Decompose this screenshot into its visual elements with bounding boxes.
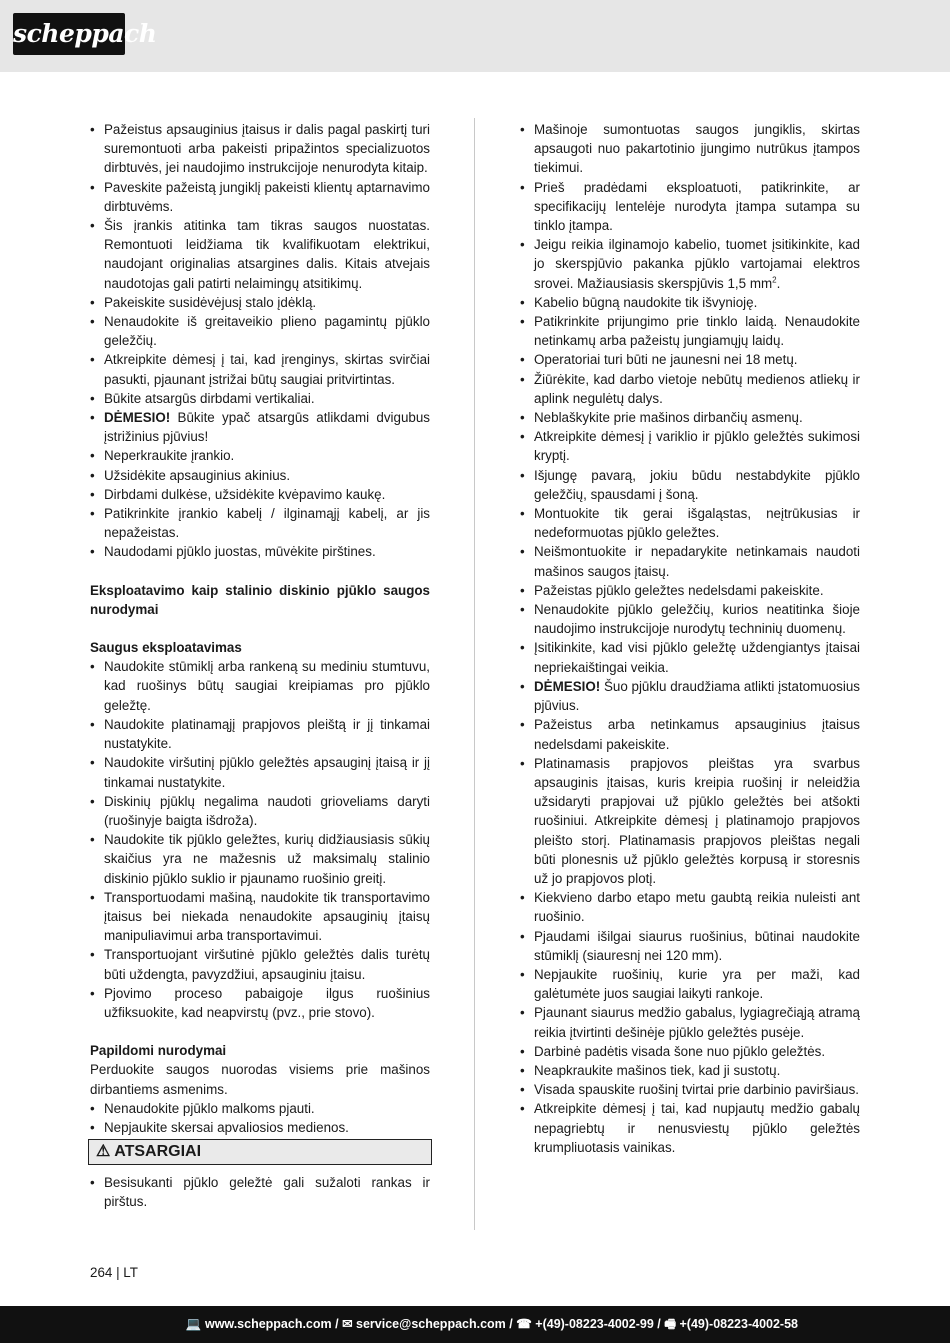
- fax-number: +(49)-08223-4002-58: [679, 1317, 798, 1331]
- list-item: • Diskinių pjūklų negalima naudoti grioveliams daryti (ruošinyje baigta išdroža).: [90, 792, 430, 830]
- list-item: • Prieš pradėdami eksploatuoti, patikrinkite, ar specifikacijų lentelėje nurodyta įtampa sutampa su tinklo įtampa.: [520, 178, 860, 236]
- list-item: • Šis įrankis atitinka tam tikras saugos nuostatas. Remontuoti leidžiama tik kvalifikuotam elektrikui, naudojant originalias atsargines dalis. Kitais atvejais naudotojas gali patirti nelaimingų atsitikimų.: [90, 216, 430, 293]
- list-item: • Transportuodami mašiną, naudokite tik transportavimo įtaisus bei niekada nenaudokite apsauginių įtaisų manipuliavimui arba transportavimui.: [90, 888, 430, 946]
- list-item: • Naudokite tik pjūklo geležtes, kurių didžiausiasis sūkių skaičius yra ne mažesnis už maksimalų stalinio diskinio pjūklo suklio ir pjaunamo ruošinio greitį.: [90, 830, 430, 888]
- phone-icon: ☎: [516, 1317, 532, 1331]
- separator: /: [331, 1317, 343, 1331]
- mail-icon: ✉: [342, 1317, 353, 1331]
- computer-icon: 💻: [185, 1317, 202, 1331]
- list-item: • Atkreipkite dėmesį į variklio ir pjūklo geležtės sukimosi kryptį.: [520, 427, 860, 465]
- list-item: • Operatoriai turi būti ne jaunesni nei 18 metų.: [520, 350, 860, 369]
- page-number-footer: [90, 1265, 138, 1280]
- page-separator: |: [116, 1265, 120, 1280]
- safe-operation-list: [90, 657, 430, 1022]
- list-item: • Montuokite tik gerai išgaląstas, neįtrūkusias ir nedeformuotas pjūklo geležtes.: [520, 504, 860, 542]
- list-item: • Transportuojant viršutinė pjūklo geležtės dalis turėtų būti uždengta, pavyzdžiui, apsauginiu įtaisu.: [90, 945, 430, 983]
- list-item: • Besisukanti pjūklo geležtė gali sužaloti rankas ir pirštus.: [90, 1173, 430, 1211]
- list-item: • Pažeistas pjūklo geležtes nedelsdami pakeiskite.: [520, 581, 860, 600]
- column-divider: [474, 118, 475, 1230]
- list-item: • Užsidėkite apsauginius akinius.: [90, 466, 430, 485]
- list-item: • Žiūrėkite, kad darbo vietoje nebūtų medienos atliekų ir aplink negulėtų dalys.: [520, 370, 860, 408]
- list-item: [520, 235, 860, 293]
- list-item: • Visada spauskite ruošinį tvirtai prie darbinio paviršiaus.: [520, 1080, 860, 1099]
- list-item: • Patikrinkite įrankio kabelį / ilginamąjį kabelį, ar jis nepažeistas.: [90, 504, 430, 542]
- list-item: • Dirbdami dulkėse, užsidėkite kvėpavimo kaukę.: [90, 485, 430, 504]
- list-item: • Nepjaukite ruošinių, kurie yra per maži, kad galėtumėte juos saugiai laikyti rankoje.: [520, 965, 860, 1003]
- list-item: [90, 408, 430, 446]
- section-heading: Eksploatavimo kaip stalinio diskinio pjūklo saugos nurodymai: [90, 582, 430, 617]
- list-item: • Darbinė padėtis visada šone nuo pjūklo geležtės.: [520, 1042, 860, 1061]
- list-item: • Neišmontuokite ir nepadarykite netinkamais naudoti mašinos saugos įtaisų.: [520, 542, 860, 580]
- paragraph: Perduokite saugos nuorodas visiems prie mašinos dirbantiems asmenims.: [90, 1062, 430, 1097]
- list-item: • Nenaudokite pjūklo geležčių, kurios neatitinka šioje naudojimo instrukcijoje nurodytų techninių duomenų.: [520, 600, 860, 638]
- list-item: • Neperkraukite įrankio.: [90, 446, 430, 465]
- list-item: • Naudodami pjūklo juostas, mūvėkite pirštines.: [90, 542, 430, 561]
- phone-number: +(49)-08223-4002-99: [535, 1317, 654, 1331]
- list-item: • Patikrinkite prijungimo prie tinklo laidą. Nenaudokite netinkamų arba pažeistų jungiamųjų laidų.: [520, 312, 860, 350]
- separator: /: [505, 1317, 517, 1331]
- list-item: • Neapkraukite mašinos tiek, kad ji sustotų.: [520, 1061, 860, 1080]
- list-item: • Pažeistus apsauginius įtaisus ir dalis pagal paskirtį turi suremontuoti arba pakeisti pripažintos specializuotos dirbtuvės, jei naudojimo instrukcijoje nenurodyta kitaip.: [90, 120, 430, 178]
- list-item: • Pažeistus arba netinkamus apsauginius įtaisus nedelsdami pakeiskite.: [520, 715, 860, 753]
- list-item: • Būkite atsargūs dirbdami vertikaliai.: [90, 389, 430, 408]
- additional-list: [90, 1099, 430, 1137]
- caution-callout: [88, 1139, 432, 1165]
- scheppach-logo: scheppach: [13, 13, 125, 55]
- list-item: • Įsitikinkite, kad visi pjūklo geležtę uždengiantys įtaisai nepriekaištingai veikia.: [520, 638, 860, 676]
- list-item: • Nepjaukite skersai apvaliosios medienos.: [90, 1118, 430, 1137]
- page-number: 264: [90, 1265, 113, 1280]
- caution-label: ATSARGIAI: [114, 1143, 202, 1161]
- list-item: • Pjovimo proceso pabaigoje ilgus ruošinius užfiksuokite, kad neapvirstų (pvz., prie stovo).: [90, 984, 430, 1022]
- list-item: • Nenaudokite pjūklo malkoms pjauti.: [90, 1099, 430, 1118]
- list-item: [520, 677, 860, 715]
- list-item: • Naudokite platinamąjį prapjovos pleištą ir jį tinkamai nustatykite.: [90, 715, 430, 753]
- list-item: • Atkreipkite dėmesį į tai, kad nupjautų medžio gabalų nepagriebtų ir nenusviestų pjūklo geležtės krumpliuotasis vainikas.: [520, 1099, 860, 1157]
- list-item: • Mašinoje sumontuotas saugos jungiklis, skirtas apsaugoti nuo pakartotinio įjungimo nutrūkus įtampos tiekimui.: [520, 120, 860, 178]
- superscript: 2: [772, 275, 777, 285]
- right-column: [520, 120, 860, 1157]
- list-item: • Neblaškykite prie mašinos dirbančių asmenų.: [520, 408, 860, 427]
- caution-list: [90, 1173, 430, 1211]
- warning-icon: ⚠: [96, 1143, 111, 1161]
- email-link[interactable]: service@scheppach.com: [356, 1317, 506, 1331]
- list-item: • Pjaunant siaurus medžio gabalus, lygiagrečiąją atramą reikia įtvirtinti dešinėje pjūklo geležtės pusėje.: [520, 1003, 860, 1041]
- list-item: • Paveskite pažeistą jungiklį pakeisti klientų aptarnavimo dirbtuvėms.: [90, 178, 430, 216]
- list-item: • Pakeiskite susidėvėjusį stalo įdėklą.: [90, 293, 430, 312]
- safety-list-right: [520, 120, 860, 1157]
- list-item: • Kabelio būgną naudokite tik išvynioję.: [520, 293, 860, 312]
- list-item: • Kiekvieno darbo etapo metu gaubtą reikia nuleisti ant ruošinio.: [520, 888, 860, 926]
- list-item: • Naudokite stūmiklį arba rankeną su mediniu stumtuvu, kad ruošinys būtų saugiai kreipiamas pro pjūklo geležtę.: [90, 657, 430, 715]
- list-item: • Atkreipkite dėmesį į tai, kad įrenginys, skirtas svirčiai pasukti, pjaunant įstrižai būtų saugiai pritvirtintas.: [90, 350, 430, 388]
- list-item: • Išjungę pavarą, jokiu būdu nestabdykite pjūklo geležčių, spausdami į šoną.: [520, 466, 860, 504]
- attention-label: DĖMESIO!: [104, 410, 171, 426]
- left-column: [90, 120, 430, 1212]
- safety-list: [90, 120, 430, 562]
- page-header: [0, 0, 950, 72]
- attention-text: Būkite ypač atsargūs atlikdami dvigubus įstrižinius pjūvius!: [104, 410, 430, 445]
- attention-text: Šuo pjūklu draudžiama atlikti įstatomuosius pjūvius.: [534, 678, 860, 714]
- website-link[interactable]: www.scheppach.com: [204, 1317, 332, 1331]
- subheading-additional: Papildomi nurodymai: [90, 1043, 227, 1059]
- attention-label: DĖMESIO!: [534, 678, 601, 694]
- separator: /: [653, 1317, 665, 1331]
- language-code: LT: [123, 1265, 138, 1280]
- list-item: • Nenaudokite iš greitaveikio plieno pagamintų pjūklo geležčių.: [90, 312, 430, 350]
- cable-end: .: [776, 275, 781, 291]
- list-item: • Pjaudami išilgai siaurus ruošinius, būtinai naudokite stūmiklį (siauresnį nei 120 mm).: [520, 927, 860, 965]
- list-item: • Naudokite viršutinį pjūklo geležtės apsauginį įtaisą ir jį tinkamai nustatykite.: [90, 753, 430, 791]
- contact-bar: [0, 1306, 950, 1343]
- subheading-safe-operation: Saugus eksploatavimas: [90, 640, 242, 656]
- cable-text: Jeigu reikia ilginamojo kabelio, tuomet įsitikinkite, kad jo skerspjūvio pakanka pjūklo vartojamai elektros srovei. Mažiausiasis skerspjūvis 1,5 mm: [534, 237, 860, 291]
- list-item: • Platinamasis prapjovos pleištas yra svarbus apsauginis įtaisas, kuris kreipia ruošinį ir neleidžia užsidaryti prapjovai už pjūklo geležtės bei atšokti ruošiniui. Atkreipkite dėmesį į platinamojo prapjovos pleišto storį. Platinamasis prapjovos pleištas negali būti plonesnis už pjūklo geležtės korpusą ir storesnis už jo prapjovos plotį.: [520, 754, 860, 888]
- fax-icon: 🖷: [664, 1317, 677, 1331]
